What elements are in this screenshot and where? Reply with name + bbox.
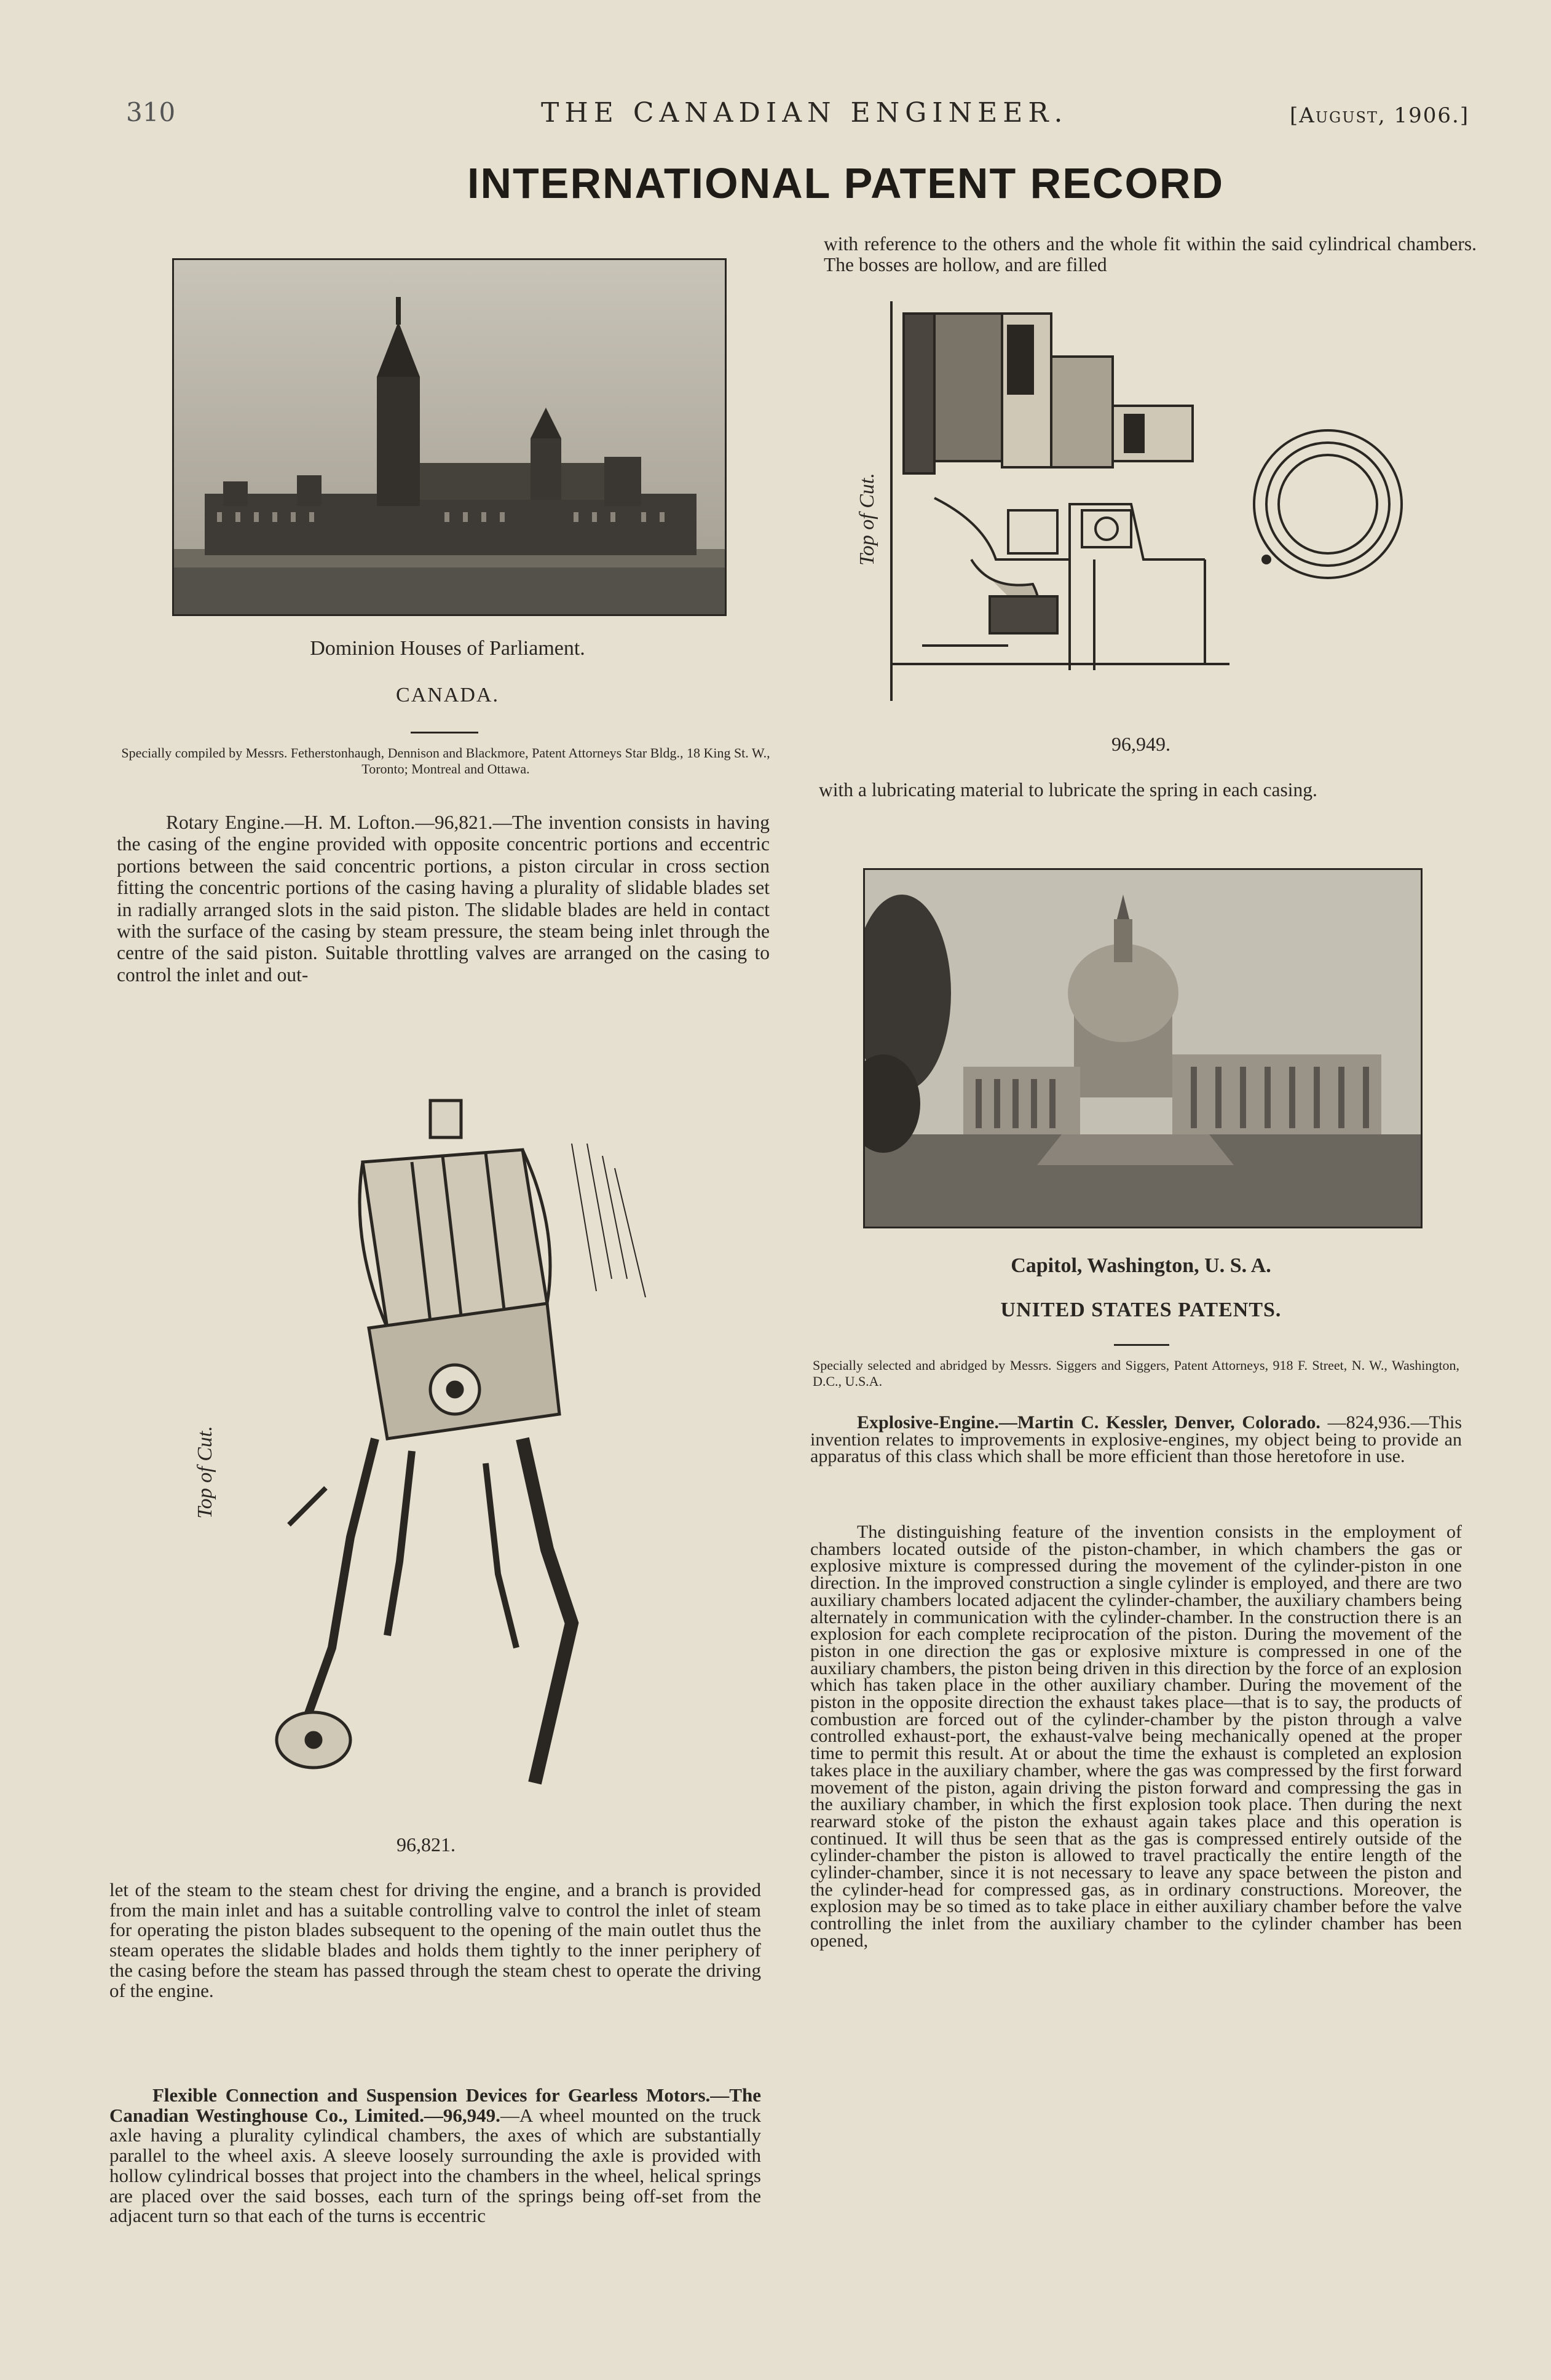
page-number: 310 xyxy=(126,97,176,127)
capitol-illustration xyxy=(865,870,1421,1227)
capitol-caption: Capitol, Washington, U. S. A. xyxy=(1011,1254,1271,1277)
parliament-caption: Dominion Houses of Parliament. xyxy=(310,637,585,660)
rotary-engine-figure xyxy=(227,1094,695,1832)
explosive-engine-heading: Explosive-Engine.—Martin C. Kessler, Denver, Colorado. xyxy=(857,1412,1320,1433)
explosive-engine-intro: —824,936.—This invention relates to improvements in explosive-engines, my object being to provide an apparatus of this class which shall be more efficient than those heretofore in use. xyxy=(810,1412,1462,1467)
us-credit: Specially selected and abridged by Messrs. Siggers and Siggers, Patent Attorneys, 918 F. Street, N. W., Washington, D.C., U.S.A. xyxy=(813,1358,1459,1389)
divider-us xyxy=(1114,1344,1169,1346)
canada-credit: Specially compiled by Messrs. Fetherstonhaugh, Dennison and Blackmore, Patent Attorneys Star Bldg., 18 King St. W., Toronto; Montreal and Ottawa. xyxy=(121,745,770,777)
gearless-motor-paragraph xyxy=(109,2085,761,2226)
journal-title: THE CANADIAN ENGINEER. xyxy=(541,97,1068,128)
lubricating-paragraph: with a lubricating material to lubricate the spring in each casing. xyxy=(819,779,1317,801)
issue-date: [August, 1906.] xyxy=(1290,103,1470,128)
westinghouse-continued: with reference to the others and the whole fit within the said cylindrical chambers. The bosses are hollow, and are filled xyxy=(824,233,1477,275)
rotary-fig-number: 96,821. xyxy=(397,1833,456,1856)
suspension-drawing xyxy=(885,301,1439,719)
explosive-engine-paragraph xyxy=(810,1414,1462,1465)
divider xyxy=(411,732,478,733)
rotary-engine-continued: let of the steam to the steam chest for driving the engine, and a branch is provided from the main inlet and has a suitable controlling valve to control the inlet of steam for operating the piston blades subsequent to the opening of the main outlet thus the steam operates the slidable blades and holds them tightly to the inner periphery of the casing before the steam has passed through the steam chest to operate the driving of the engine. xyxy=(109,1879,761,2001)
explosive-engine-body xyxy=(810,1524,1462,1950)
rotary-engine-paragraph xyxy=(117,812,770,986)
suspension-figure xyxy=(885,301,1439,719)
rotary-engine-drawing xyxy=(227,1094,695,1832)
gearless-motor-heading: Flexible Connection and Suspension Devices for Gearless Motors.—The Canadian Westinghouse Co., Limited.—96,949. xyxy=(109,2084,761,2126)
us-patents-heading: UNITED STATES PATENTS. xyxy=(1000,1299,1282,1321)
parliament-photo xyxy=(172,258,727,616)
parliament-illustration xyxy=(174,260,725,614)
page-title: INTERNATIONAL PATENT RECORD xyxy=(467,159,1225,207)
rotary-engine-heading: Rotary Engine.—H. M. Lofton.—96,821. xyxy=(166,812,493,833)
suspension-fig-side-label: Top of Cut. xyxy=(856,473,878,566)
rotary-engine-text: —The invention consists in having the casing of the engine provided with opposite concentric portions and eccentric portions between the said concentric portions, a piston circular in cross section fitting the concentric portions of the casing having a plurality of slidable blades set in radially arranged slots in the said piston. The slidable blades are held in contact with the surface of the casing by steam pressure, the steam being inlet through the centre of the said piston. Suitable throttling valves are arranged on the casing to control the inlet and out- xyxy=(117,812,770,986)
capitol-photo xyxy=(863,868,1423,1228)
gearless-motor-text: —A wheel mounted on the truck axle having a plurality cylindical chambers, the axes of which are substantially parallel to the wheel axis. A sleeve loosely surrounding the axle is provided with hollow cylindrical bosses that project into the chambers in the wheel, helical springs are placed over the said bosses, each turn of the springs being off-set from the adjacent turn so that each of the turns is eccentric xyxy=(109,2104,761,2227)
explosive-engine-text: The distinguishing feature of the invention consists in the employment of chambers located outside of the piston-chamber, in which chambers the gas or explosive mixture is compressed during the movement of the cylinder-piston in one direction. In the improved construction a single cylinder is employed, and there are two auxiliary chambers located adjacent the cylinder-chamber, the auxiliary chambers being alternately in communication with the cylinder-chamber. In the construction there is an explosion for each complete reciprocation of the piston. During the movement of the piston in one direction the gas or explosive mixture is compressed in one of the auxiliary chambers, the piston being driven in this direction by the force of an explosion which has taken place in the other auxiliary chamber. During the movement of the piston in the opposite direction the exhaust takes place—that is to say, the products of combustion are forced out of the cylinder-chamber by the piston through a valve controlled exhaust-port, the exhaust-valve being mechanically opened at the proper time to permit this result. At or about the time the exhaust is completed an explosion takes place in the auxiliary chamber, where the gas was compressed by the first forward movement of the piston, again driving the piston forward and compressing the gas in the auxiliary chamber, in which the first explosion took place. Then during the next rearward stoke of the piston the exhaust again takes place and this operation is continued. It will thus be seen that as the gas is compressed entirely outside of the cylinder-chamber the piston is allowed to travel practically the entire length of the cylinder-chamber, since it is not necessary to leave any space between the piston and the cylinder-head for compressed gas, as in ordinary constructions. Moreover, the explosion may be so timed as to take place in either auxiliary chamber before the valve controlling the inlet from the auxiliary chamber to the cylinder chamber has been opened, xyxy=(810,1522,1462,1951)
rotary-fig-side-label: Top of Cut. xyxy=(194,1426,216,1519)
suspension-fig-number: 96,949. xyxy=(1111,733,1170,755)
canada-heading: CANADA. xyxy=(396,684,499,706)
